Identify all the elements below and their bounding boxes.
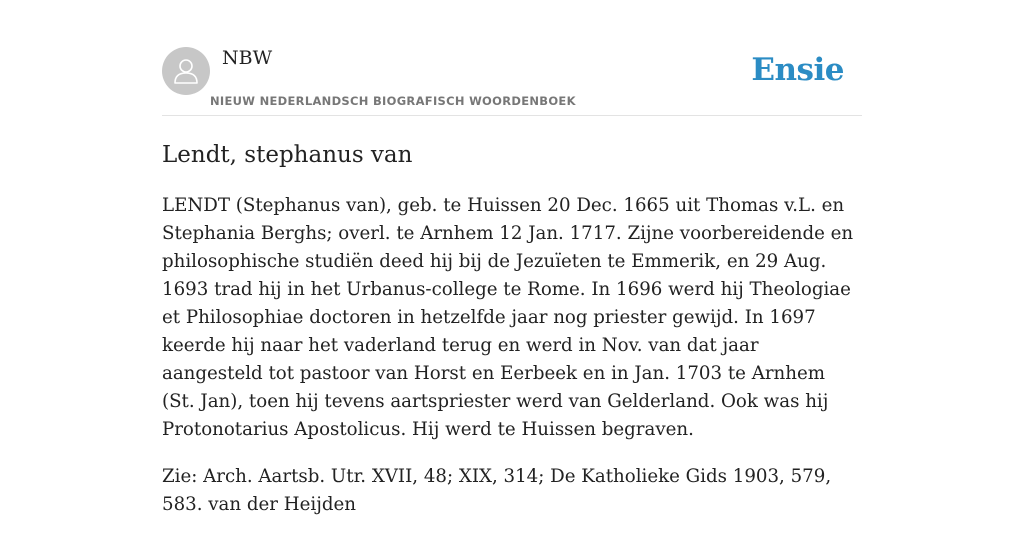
source-name[interactable]: NBW <box>222 47 273 69</box>
article-body <box>162 192 862 538</box>
page <box>162 0 862 515</box>
source-header <box>162 46 862 116</box>
article-paragraph: LENDT (Stephanus van), geb. te Huissen 20 Dec. 1665 uit Thomas v.L. en Stephania Berghs; overl. te Arnhem 12 Jan. 1717. Zijne voorbereidende en philosophische studiën deed hij bij de Jezuïeten te Emmerik, en 29 Aug. 1693 trad hij in het Urbanus-college te Rome. In 1696 werd hij Theologiae et Philosophiae doctoren in hetzelfde jaar nog priester gewijd. In 1697 keerde hij naar het vaderland terug en werd in Nov. van dat jaar aangesteld tot pastoor van Horst en Eerbeek en in Jan. 1703 te Arnhem (St. Jan), toen hij tevens aartspriester werd van Gelderland. Ook was hij Protonotarius Apostolicus. Hij werd te Huissen begraven. <box>162 195 854 440</box>
article-references: Zie: Arch. Aartsb. Utr. XVII, 48; XIX, 314; De Katholieke Gids 1903, 579, 583. van der Heijden <box>162 466 832 515</box>
avatar[interactable] <box>162 47 210 95</box>
article-title: Lendt, stephanus van <box>162 142 413 168</box>
source-subtitle: NIEUW NEDERLANDSCH BIOGRAFISCH WOORDENBOEK <box>210 94 576 108</box>
brand-logo[interactable]: Ensie <box>751 52 844 88</box>
user-icon <box>171 56 201 86</box>
